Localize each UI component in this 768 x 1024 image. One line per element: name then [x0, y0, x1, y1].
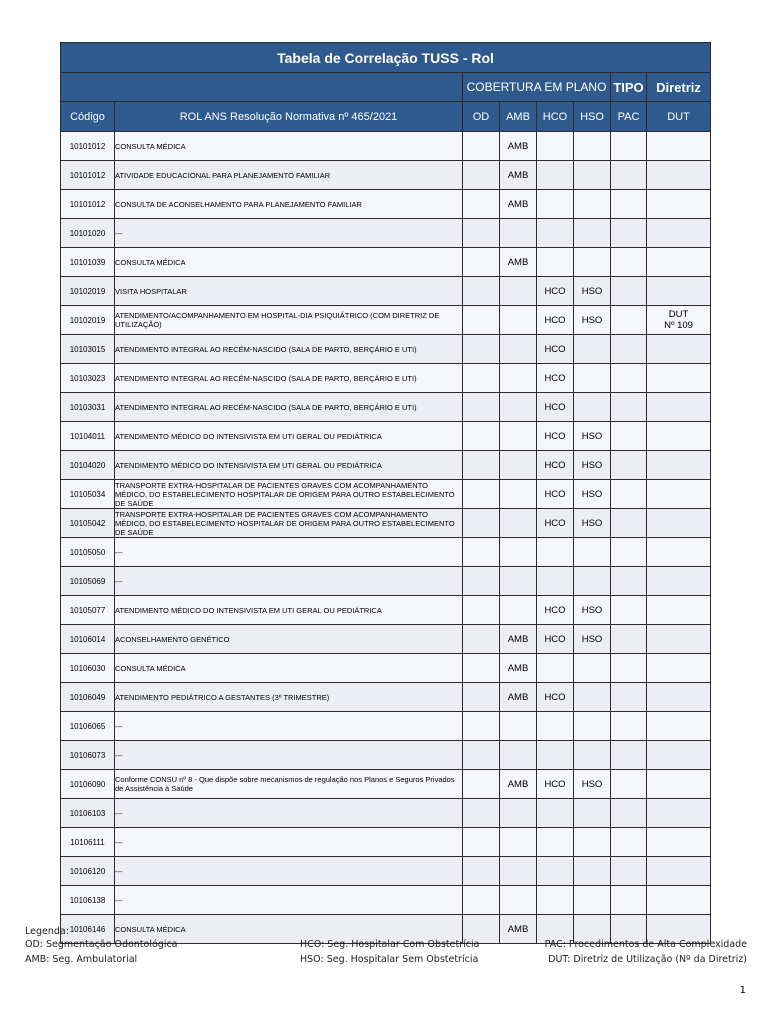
table-cell-amb: AMB — [500, 190, 537, 219]
table-row — [61, 712, 711, 741]
table-row — [61, 480, 711, 509]
table-cell-pac — [611, 277, 647, 306]
table-cell-od — [463, 538, 500, 567]
table-cell-description: CONSULTA DE ACONSELHAMENTO PARA PLANEJAMENTO FAMILIAR — [115, 190, 463, 219]
table-cell-hco — [537, 886, 574, 915]
group-header-blank — [61, 73, 463, 102]
table-cell-hco: HCO — [537, 277, 574, 306]
table-cell-code: 10101012 — [61, 132, 115, 161]
table-cell-od — [463, 451, 500, 480]
table-cell-description: TRANSPORTE EXTRA-HOSPITALAR DE PACIENTES GRAVES COM ACOMPANHAMENTO MÉDICO, DO ESTABELECIMENTO HOSPITALAR DE ORIGEM PARA OUTRO ESTABELECIMENTO DE SAÚDE — [115, 509, 463, 538]
table-row — [61, 364, 711, 393]
table-cell-hso — [574, 886, 611, 915]
table-cell-hco: HCO — [537, 422, 574, 451]
column-header-hco: HCO — [537, 102, 574, 132]
table-cell-code: 10106049 — [61, 683, 115, 712]
table-cell-hco: HCO — [537, 364, 574, 393]
table-cell-hco — [537, 161, 574, 190]
table-row — [61, 886, 711, 915]
table-cell-dut — [647, 190, 711, 219]
table-cell-amb — [500, 219, 537, 248]
table-cell-hco — [537, 654, 574, 683]
table-row — [61, 422, 711, 451]
table-cell-hso: HSO — [574, 596, 611, 625]
table-cell-od — [463, 219, 500, 248]
table-cell-description: TRANSPORTE EXTRA-HOSPITALAR DE PACIENTES GRAVES COM ACOMPANHAMENTO MÉDICO, DO ESTABELECIMENTO HOSPITALAR DE ORIGEM PARA OUTRO ESTABELECIMENTO DE SAÚDE — [115, 480, 463, 509]
table-cell-dut — [647, 161, 711, 190]
table-cell-hso — [574, 132, 611, 161]
table-row — [61, 277, 711, 306]
table-cell-od — [463, 683, 500, 712]
table-cell-description: ATENDIMENTO MÉDICO DO INTENSIVISTA EM UTI GERAL OU PEDIÁTRICA — [115, 422, 463, 451]
table-cell-pac — [611, 393, 647, 422]
page-number: 1 — [739, 985, 746, 996]
table-cell-amb — [500, 335, 537, 364]
column-header-codigo: Código — [61, 102, 115, 132]
table-cell-code: 10103023 — [61, 364, 115, 393]
table-row — [61, 538, 711, 567]
table-cell-description: --- — [115, 712, 463, 741]
table-cell-dut — [647, 596, 711, 625]
table-cell-od — [463, 190, 500, 219]
table-cell-hso — [574, 190, 611, 219]
table-cell-pac — [611, 770, 647, 799]
table-cell-hco: HCO — [537, 596, 574, 625]
correlation-table — [60, 42, 711, 944]
table-cell-od — [463, 277, 500, 306]
group-header-tipo: TIPO — [611, 73, 647, 102]
table-cell-dut — [647, 277, 711, 306]
table-cell-pac — [611, 422, 647, 451]
table-cell-od — [463, 625, 500, 654]
table-cell-dut — [647, 828, 711, 857]
table-cell-dut — [647, 451, 711, 480]
table-cell-dut — [647, 393, 711, 422]
table-cell-dut — [647, 538, 711, 567]
table-cell-amb: AMB — [500, 654, 537, 683]
table-cell-code: 10105069 — [61, 567, 115, 596]
table-cell-code: 10104020 — [61, 451, 115, 480]
table-cell-pac — [611, 857, 647, 886]
table-cell-dut — [647, 335, 711, 364]
table-cell-pac — [611, 161, 647, 190]
table-cell-amb: AMB — [500, 770, 537, 799]
table-cell-code: 10101012 — [61, 161, 115, 190]
table-cell-hso — [574, 712, 611, 741]
table-cell-dut — [647, 683, 711, 712]
column-header-dut: DUT — [647, 102, 711, 132]
table-cell-pac — [611, 886, 647, 915]
table-cell-hco: HCO — [537, 625, 574, 654]
table-cell-od — [463, 161, 500, 190]
table-cell-hso — [574, 161, 611, 190]
table-cell-hco: HCO — [537, 770, 574, 799]
table-cell-amb: AMB — [500, 248, 537, 277]
table-cell-hso — [574, 828, 611, 857]
table-cell-pac — [611, 799, 647, 828]
table-cell-hso — [574, 393, 611, 422]
group-header-cobertura: COBERTURA EM PLANO — [463, 73, 611, 102]
table-cell-amb — [500, 393, 537, 422]
table-row — [61, 596, 711, 625]
table-row — [61, 741, 711, 770]
table-cell-code: 10102019 — [61, 277, 115, 306]
table-cell-od — [463, 306, 500, 335]
table-cell-dut — [647, 770, 711, 799]
table-cell-amb — [500, 799, 537, 828]
table-cell-hco: HCO — [537, 451, 574, 480]
legend-item: HCO: Seg. Hospitalar Com Obstetrícia — [300, 939, 480, 950]
table-cell-hso — [574, 683, 611, 712]
table-row — [61, 393, 711, 422]
table-cell-dut — [647, 654, 711, 683]
table-cell-amb — [500, 596, 537, 625]
table-cell-description: CONSULTA MÉDICA — [115, 654, 463, 683]
table-cell-description: --- — [115, 567, 463, 596]
table-cell-pac — [611, 480, 647, 509]
table-cell-od — [463, 828, 500, 857]
table-cell-pac — [611, 364, 647, 393]
table-cell-description: --- — [115, 538, 463, 567]
table-row — [61, 625, 711, 654]
table-cell-dut — [647, 712, 711, 741]
table-cell-hso — [574, 219, 611, 248]
table-cell-hso — [574, 567, 611, 596]
table-cell-amb — [500, 741, 537, 770]
table-row — [61, 248, 711, 277]
table-cell-amb — [500, 857, 537, 886]
table-cell-hso — [574, 857, 611, 886]
table-cell-hco — [537, 190, 574, 219]
table-cell-code: 10106014 — [61, 625, 115, 654]
table-cell-od — [463, 741, 500, 770]
table-cell-code: 10104011 — [61, 422, 115, 451]
legend-item: DUT: Diretriz de Utilização (Nº da Diretriz) — [548, 954, 747, 965]
table-cell-dut — [647, 480, 711, 509]
table-cell-pac — [611, 190, 647, 219]
table-cell-od — [463, 422, 500, 451]
table-cell-amb — [500, 480, 537, 509]
legend-item: HSO: Seg. Hospitalar Sem Obstetrícia — [300, 954, 479, 965]
table-cell-hso: HSO — [574, 277, 611, 306]
table-cell-od — [463, 393, 500, 422]
table-cell-hco: HCO — [537, 480, 574, 509]
table-cell-od — [463, 596, 500, 625]
table-cell-hco — [537, 857, 574, 886]
table-cell-hco: HCO — [537, 683, 574, 712]
table-cell-code: 10103031 — [61, 393, 115, 422]
table-cell-dut — [647, 509, 711, 538]
table-cell-od — [463, 132, 500, 161]
table-row — [61, 509, 711, 538]
table-cell-od — [463, 567, 500, 596]
table-cell-code: 10101012 — [61, 190, 115, 219]
table-row — [61, 219, 711, 248]
table-cell-amb — [500, 306, 537, 335]
table-cell-od — [463, 509, 500, 538]
table-cell-pac — [611, 132, 647, 161]
table-cell-dut — [647, 567, 711, 596]
table-cell-pac — [611, 683, 647, 712]
table-row — [61, 335, 711, 364]
table-cell-dut — [647, 422, 711, 451]
group-header-diretriz: Diretriz — [647, 73, 711, 102]
table-cell-pac — [611, 509, 647, 538]
table-cell-hso — [574, 364, 611, 393]
table-cell-description: ATENDIMENTO/ACOMPANHAMENTO EM HOSPITAL-DIA PSIQUIÁTRICO (COM DIRETRIZ DE UTILIZAÇÃO) — [115, 306, 463, 335]
table-cell-hso: HSO — [574, 422, 611, 451]
table-cell-hso — [574, 335, 611, 364]
table-cell-hco — [537, 799, 574, 828]
table-cell-code: 10106030 — [61, 654, 115, 683]
table-cell-description: CONSULTA MÉDICA — [115, 132, 463, 161]
table-title: Tabela de Correlação TUSS - Rol — [61, 43, 711, 73]
table-cell-dut — [647, 625, 711, 654]
column-header-rol: ROL ANS Resolução Normativa nº 465/2021 — [115, 102, 463, 132]
table-cell-hco — [537, 219, 574, 248]
table-row — [61, 451, 711, 480]
table-cell-hso — [574, 654, 611, 683]
legend-item: PAC: Procedimentos de Alta Complexidade — [544, 939, 747, 950]
table-cell-amb: AMB — [500, 132, 537, 161]
table-cell-pac — [611, 248, 647, 277]
table-cell-pac — [611, 451, 647, 480]
table-cell-description: --- — [115, 741, 463, 770]
table-cell-dut — [647, 219, 711, 248]
table-cell-hso: HSO — [574, 509, 611, 538]
table-cell-amb — [500, 509, 537, 538]
table-cell-pac — [611, 219, 647, 248]
table-cell-pac — [611, 306, 647, 335]
table-cell-description: --- — [115, 857, 463, 886]
legend-row — [25, 939, 747, 953]
table-row — [61, 799, 711, 828]
table-cell-description: ATENDIMENTO MÉDICO DO INTENSIVISTA EM UTI GERAL OU PEDIÁTRICA — [115, 596, 463, 625]
table-cell-amb: AMB — [500, 161, 537, 190]
table-cell-amb — [500, 451, 537, 480]
table-cell-hso — [574, 799, 611, 828]
table-cell-code: 10105042 — [61, 509, 115, 538]
table-cell-code: 10106120 — [61, 857, 115, 886]
table-cell-od — [463, 770, 500, 799]
table-cell-code: 10106138 — [61, 886, 115, 915]
correlation-table-sheet — [60, 42, 710, 944]
table-cell-hco — [537, 741, 574, 770]
column-header-amb: AMB — [500, 102, 537, 132]
table-cell-hco: HCO — [537, 509, 574, 538]
table-cell-od — [463, 799, 500, 828]
table-cell-od — [463, 364, 500, 393]
table-cell-description: --- — [115, 799, 463, 828]
table-cell-pac — [611, 654, 647, 683]
table-cell-amb — [500, 538, 537, 567]
table-cell-code: 10106146 — [61, 915, 115, 944]
table-cell-pac — [611, 712, 647, 741]
table-cell-dut — [647, 799, 711, 828]
table-cell-amb — [500, 567, 537, 596]
table-cell-hso — [574, 248, 611, 277]
legend-title: Legenda: — [25, 926, 69, 937]
table-cell-description: ATENDIMENTO INTEGRAL AO RECÉM-NASCIDO (SALA DE PARTO, BERÇÁRIO E UTI) — [115, 335, 463, 364]
table-cell-hco — [537, 538, 574, 567]
table-body — [61, 132, 711, 944]
table-cell-hso: HSO — [574, 306, 611, 335]
table-cell-dut — [647, 248, 711, 277]
table-cell-amb — [500, 422, 537, 451]
table-cell-od — [463, 712, 500, 741]
table-cell-code: 10101039 — [61, 248, 115, 277]
table-row — [61, 132, 711, 161]
table-cell-hso — [574, 538, 611, 567]
legend-item: OD: Segmentação Odontológica — [25, 939, 178, 950]
table-cell-amb: AMB — [500, 683, 537, 712]
table-cell-amb — [500, 364, 537, 393]
table-cell-hco — [537, 132, 574, 161]
table-row — [61, 770, 711, 799]
table-cell-od — [463, 248, 500, 277]
column-header-pac: PAC — [611, 102, 647, 132]
table-cell-pac — [611, 538, 647, 567]
table-cell-hco: HCO — [537, 393, 574, 422]
table-row — [61, 190, 711, 219]
table-cell-code: 10106065 — [61, 712, 115, 741]
table-cell-hso: HSO — [574, 451, 611, 480]
table-cell-dut — [647, 886, 711, 915]
table-cell-pac — [611, 335, 647, 364]
table-cell-description: ATENDIMENTO MÉDICO DO INTENSIVISTA EM UTI GERAL OU PEDIÁTRICA — [115, 451, 463, 480]
legend-row — [25, 954, 747, 968]
table-cell-description: ATENDIMENTO INTEGRAL AO RECÉM-NASCIDO (SALA DE PARTO, BERÇÁRIO E UTI) — [115, 364, 463, 393]
table-cell-od — [463, 857, 500, 886]
table-cell-od — [463, 335, 500, 364]
table-cell-description: ATIVIDADE EDUCACIONAL PARA PLANEJAMENTO FAMILIAR — [115, 161, 463, 190]
table-cell-dut: DUT Nº 109 — [647, 306, 711, 335]
table-cell-amb: AMB — [500, 625, 537, 654]
table-cell-pac — [611, 828, 647, 857]
table-row — [61, 306, 711, 335]
table-cell-code: 10101020 — [61, 219, 115, 248]
table-cell-hco — [537, 712, 574, 741]
table-cell-amb — [500, 828, 537, 857]
legend-item: AMB: Seg. Ambulatorial — [25, 954, 138, 965]
table-cell-pac — [611, 625, 647, 654]
table-cell-amb — [500, 712, 537, 741]
table-row — [61, 161, 711, 190]
table-cell-description: VISITA HOSPITALAR — [115, 277, 463, 306]
table-row — [61, 654, 711, 683]
table-cell-description: --- — [115, 828, 463, 857]
table-cell-dut — [647, 741, 711, 770]
table-cell-hco: HCO — [537, 335, 574, 364]
table-cell-description: CONSULTA MÉDICA — [115, 248, 463, 277]
table-cell-hco: HCO — [537, 306, 574, 335]
table-cell-hso: HSO — [574, 770, 611, 799]
table-cell-code: 10106090 — [61, 770, 115, 799]
table-cell-description: ATENDIMENTO INTEGRAL AO RECÉM-NASCIDO (SALA DE PARTO, BERÇÁRIO E UTI) — [115, 393, 463, 422]
table-cell-hco — [537, 248, 574, 277]
table-cell-dut — [647, 857, 711, 886]
table-cell-amb: AMB — [500, 915, 537, 944]
table-row — [61, 567, 711, 596]
column-header-od: OD — [463, 102, 500, 132]
table-cell-od — [463, 654, 500, 683]
table-cell-code: 10105050 — [61, 538, 115, 567]
table-cell-pac — [611, 596, 647, 625]
table-cell-pac — [611, 567, 647, 596]
table-cell-amb — [500, 277, 537, 306]
table-cell-dut — [647, 364, 711, 393]
table-cell-code: 10105077 — [61, 596, 115, 625]
table-cell-code: 10105034 — [61, 480, 115, 509]
table-row — [61, 857, 711, 886]
table-cell-description: --- — [115, 886, 463, 915]
table-cell-hso: HSO — [574, 480, 611, 509]
table-cell-description: ATENDIMENTO PEDIÁTRICO A GESTANTES (3º TRIMESTRE) — [115, 683, 463, 712]
table-cell-code: 10106111 — [61, 828, 115, 857]
table-cell-hso — [574, 741, 611, 770]
table-cell-description: Conforme CONSU nº 8 - Que dispõe sobre mecanismos de regulação nos Planos e Seguros Privados de Assistência à Saúde — [115, 770, 463, 799]
table-cell-code: 10106103 — [61, 799, 115, 828]
table-row — [61, 828, 711, 857]
table-cell-hco — [537, 828, 574, 857]
column-header-hso: HSO — [574, 102, 611, 132]
table-row — [61, 683, 711, 712]
table-cell-pac — [611, 741, 647, 770]
table-cell-hso: HSO — [574, 625, 611, 654]
table-cell-amb — [500, 886, 537, 915]
table-cell-code: 10102019 — [61, 306, 115, 335]
table-cell-od — [463, 886, 500, 915]
table-cell-description: CONSULTA MÉDICA — [115, 915, 463, 944]
table-cell-description: --- — [115, 219, 463, 248]
table-cell-code: 10106073 — [61, 741, 115, 770]
table-cell-description: ACONSELHAMENTO GENÉTICO — [115, 625, 463, 654]
table-cell-code: 10103015 — [61, 335, 115, 364]
table-cell-od — [463, 480, 500, 509]
table-cell-dut — [647, 132, 711, 161]
table-cell-hco — [537, 567, 574, 596]
